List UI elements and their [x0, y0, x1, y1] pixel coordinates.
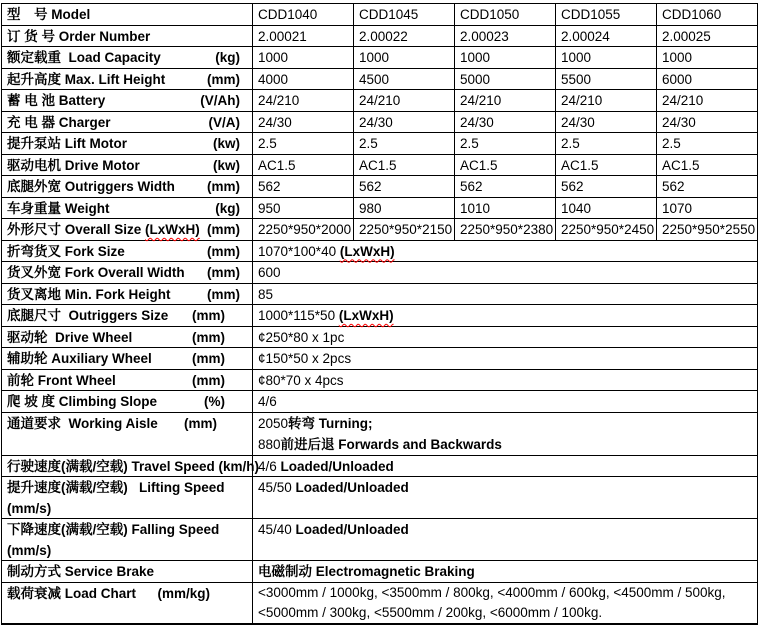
spec-label	[2, 69, 253, 90]
spec-value: 2250*950*2000	[253, 219, 354, 240]
spec-value: 2.5	[556, 133, 657, 154]
spec-value: 1000	[253, 47, 354, 68]
spec-value: 562	[455, 176, 556, 197]
spec-label	[2, 90, 253, 111]
spec-label	[2, 370, 253, 391]
spec-label	[2, 284, 253, 305]
spec-label	[2, 348, 253, 369]
spec-value: 1000	[354, 47, 455, 68]
spec-label-text: 底腿尺寸 Outriggers Size	[7, 308, 169, 323]
spec-label-text: 折弯货叉 Fork Size	[7, 243, 125, 259]
spec-value: <3000mm / 1000kg, <3500mm / 800kg, <4000mm / 600kg, <4500mm / 500kg, <5000mm / 300kg, <5500mm / 200kg, <6000mm / 100kg.	[258, 584, 726, 620]
spec-value: 2250*950*2380	[455, 219, 556, 240]
spec-label	[2, 477, 253, 518]
spec-label-text: 驱动轮 Drive Wheel	[7, 329, 133, 345]
spec-label-text: 提升速度(满载/空载) Lifting Speed (mm/s)	[7, 480, 225, 517]
unit-label: (mm)	[192, 329, 225, 345]
spec-label-text: 充 电 器 Charger	[7, 114, 111, 130]
spec-value: 24/210	[354, 90, 455, 111]
spec-row-lift-height	[2, 69, 757, 91]
spec-table	[1, 3, 758, 625]
spec-value: 5000	[455, 69, 556, 90]
spec-row-lift-motor	[2, 133, 757, 155]
spec-value: 6000	[662, 71, 693, 87]
unit-label: (mm)	[207, 222, 240, 237]
unit-label: (kw)	[213, 157, 240, 173]
spec-value: 24/30	[354, 112, 455, 133]
spec-value: 4/6	[258, 394, 277, 409]
spec-value: AC1.5	[354, 155, 455, 176]
spec-row-fork-overall-width	[2, 262, 757, 284]
spec-row-battery	[2, 90, 757, 112]
spec-value: 1000	[556, 47, 657, 68]
spec-row-order-number	[2, 26, 757, 48]
spec-row-service-brake	[2, 561, 757, 583]
spec-label	[2, 262, 253, 283]
spec-label	[2, 219, 253, 240]
spec-value: 2.00024	[556, 26, 657, 47]
spec-row-fork-size	[2, 241, 757, 263]
spec-row-front-wheel	[2, 370, 757, 392]
spec-value: CDD1045	[354, 4, 455, 25]
spec-label-text: 车身重量 Weight	[7, 200, 110, 216]
spec-value: 600	[258, 265, 281, 280]
spec-label-text: 爬 坡 度 Climbing Slope	[7, 394, 158, 409]
spec-value: 2250*950*2550	[662, 222, 756, 237]
spec-value: 24/30	[455, 112, 556, 133]
spec-label	[2, 327, 253, 348]
spec-value: AC1.5	[455, 155, 556, 176]
unit-label: (mm/kg)	[157, 585, 210, 601]
spec-value: 2.00021	[253, 26, 354, 47]
spec-label-text: 货叉离地 Min. Fork Height	[7, 286, 171, 302]
spec-value: AC1.5	[662, 157, 700, 173]
spec-value: 1010	[455, 198, 556, 219]
spec-row-load-chart	[2, 583, 757, 623]
spec-value: 1000*115*50 (LxWxH)	[258, 308, 394, 323]
spec-value: 2.5	[662, 136, 681, 151]
spec-value: ¢80*70 x 4pcs	[258, 372, 344, 388]
spec-label	[2, 26, 253, 47]
spec-value: 4500	[354, 69, 455, 90]
spec-label-text: 货叉外宽 Fork Overall Width	[7, 265, 185, 280]
spec-value: 2050转弯 Turning; 880前进后退 Forwards and Backwards	[258, 415, 502, 452]
spec-label-text: 蓄 电 池 Battery	[7, 93, 106, 108]
spec-value: ¢250*80 x 1pc	[258, 329, 345, 345]
spec-label-text: 订 货 号 Order Number	[7, 28, 151, 44]
spec-label-text: 前轮 Front Wheel	[7, 372, 116, 388]
spec-label-text: 驱动电机 Drive Motor	[7, 157, 140, 173]
spec-value: CDD1040	[253, 4, 354, 25]
spec-value: 1000	[455, 47, 556, 68]
spec-label	[2, 155, 253, 176]
spec-row-auxiliary-wheel	[2, 348, 757, 370]
unit-label: (mm)	[192, 308, 225, 323]
spec-value: AC1.5	[556, 155, 657, 176]
spec-value: 24/210	[253, 90, 354, 111]
spec-value: 1070	[662, 200, 693, 216]
spec-label-text: 载荷衰减 Load Chart	[7, 585, 137, 601]
unit-label: (kw)	[213, 136, 240, 151]
spec-label	[2, 4, 253, 25]
spec-value: 2.00025	[662, 28, 711, 44]
spec-label-text: 辅助轮 Auxiliary Wheel	[7, 351, 152, 366]
spec-label-text: 制动方式 Service Brake	[7, 564, 155, 579]
spec-value: 562	[662, 179, 685, 194]
spec-label-text: 型 号 Model	[7, 7, 91, 22]
unit-label: (kg)	[215, 200, 240, 216]
spec-value: 1000	[662, 50, 693, 65]
spec-value: 562	[253, 176, 354, 197]
spec-row-weight	[2, 198, 757, 220]
spec-value: 24/210	[556, 90, 657, 111]
spec-label	[2, 519, 253, 560]
spec-value: ¢150*50 x 2pcs	[258, 351, 352, 366]
spec-value: 85	[258, 286, 274, 302]
spec-label-text: 外形尺寸 Overall Size (LxWxH)	[7, 222, 200, 237]
spec-row-charger	[2, 112, 757, 134]
spec-label-text: 下降速度(满载/空载) Falling Speed (mm/s)	[7, 522, 220, 559]
spec-value: 1070*100*40 (LxWxH)	[258, 243, 395, 259]
spec-value: 562	[354, 176, 455, 197]
spec-value: 562	[556, 176, 657, 197]
spec-row-min-fork-height	[2, 284, 757, 306]
spec-row-climbing-slope	[2, 391, 757, 413]
spec-value: 1040	[556, 198, 657, 219]
spec-value: 45/40 Loaded/Unloaded	[258, 522, 409, 537]
spec-value: AC1.5	[253, 155, 354, 176]
spec-value: 2.5	[354, 133, 455, 154]
unit-label: (mm)	[192, 351, 225, 366]
spec-row-travel-speed	[2, 456, 757, 478]
spec-row-working-aisle	[2, 413, 757, 456]
spec-row-drive-motor	[2, 155, 757, 177]
spec-label	[2, 133, 253, 154]
unit-label: (mm)	[207, 265, 240, 280]
spec-value: 980	[354, 198, 455, 219]
spec-value: 4000	[253, 69, 354, 90]
spec-label-text: 底腿外宽 Outriggers Width	[7, 179, 175, 194]
spec-value: CDD1050	[455, 4, 556, 25]
spec-value: 2250*950*2450	[556, 219, 657, 240]
unit-label: (V/A)	[208, 114, 240, 130]
spec-label-text: 起升高度 Max. Lift Height	[7, 71, 166, 87]
spec-label-text: 提升泵站 Lift Motor	[7, 136, 127, 151]
unit-label: (mm)	[184, 415, 217, 431]
unit-label: (mm)	[207, 286, 240, 302]
spec-value: 2250*950*2150	[354, 219, 455, 240]
unit-label: (mm)	[192, 372, 225, 388]
spec-value: 24/30	[662, 114, 696, 130]
spec-label	[2, 198, 253, 219]
unit-label: (V/Ah)	[200, 93, 240, 108]
spec-row-lifting-speed	[2, 477, 757, 519]
spec-row-outriggers-width	[2, 176, 757, 198]
unit-label: (%)	[204, 394, 225, 409]
spec-label	[2, 241, 253, 262]
spec-value: 24/210	[455, 90, 556, 111]
spec-row-overall-size	[2, 219, 757, 241]
unit-label: (mm)	[207, 179, 240, 194]
spec-label	[2, 456, 260, 477]
spec-value: 24/30	[253, 112, 354, 133]
spec-row-model	[2, 4, 757, 26]
spec-label	[2, 413, 253, 455]
spec-row-load-capacity	[2, 47, 757, 69]
spec-value: 45/50 Loaded/Unloaded	[258, 480, 409, 495]
spec-label-text: 额定载重 Load Capacity	[7, 50, 161, 65]
spec-label	[2, 583, 253, 623]
spec-value: 24/30	[556, 112, 657, 133]
spec-label	[2, 305, 253, 326]
spec-label	[2, 112, 253, 133]
spec-value: 24/210	[662, 93, 704, 108]
spec-label	[2, 47, 253, 68]
spec-value: CDD1060	[662, 7, 722, 22]
spec-label	[2, 561, 253, 582]
spec-label	[2, 176, 253, 197]
spec-value: CDD1055	[556, 4, 657, 25]
spec-row-outriggers-size	[2, 305, 757, 327]
unit-label: (mm)	[207, 71, 240, 87]
spec-label	[2, 391, 253, 412]
spec-value: 5500	[556, 69, 657, 90]
spec-value: 2.00022	[354, 26, 455, 47]
spec-row-falling-speed	[2, 519, 757, 561]
unit-label: (mm)	[207, 243, 240, 259]
spec-value: 电磁制动 Electromagnetic Braking	[258, 564, 475, 579]
spec-value: 2.00023	[455, 26, 556, 47]
unit-label: (kg)	[215, 50, 240, 65]
spec-label-text: 通道要求 Working Aisle	[7, 415, 158, 431]
spec-value: 2.5	[253, 133, 354, 154]
spec-value: 4/6 Loaded/Unloaded	[258, 458, 394, 474]
spec-value: 950	[253, 198, 354, 219]
spec-row-drive-wheel	[2, 327, 757, 349]
spec-label-text: 行驶速度(满载/空载) Travel Speed (km/h)	[7, 458, 260, 474]
spec-value: 2.5	[455, 133, 556, 154]
